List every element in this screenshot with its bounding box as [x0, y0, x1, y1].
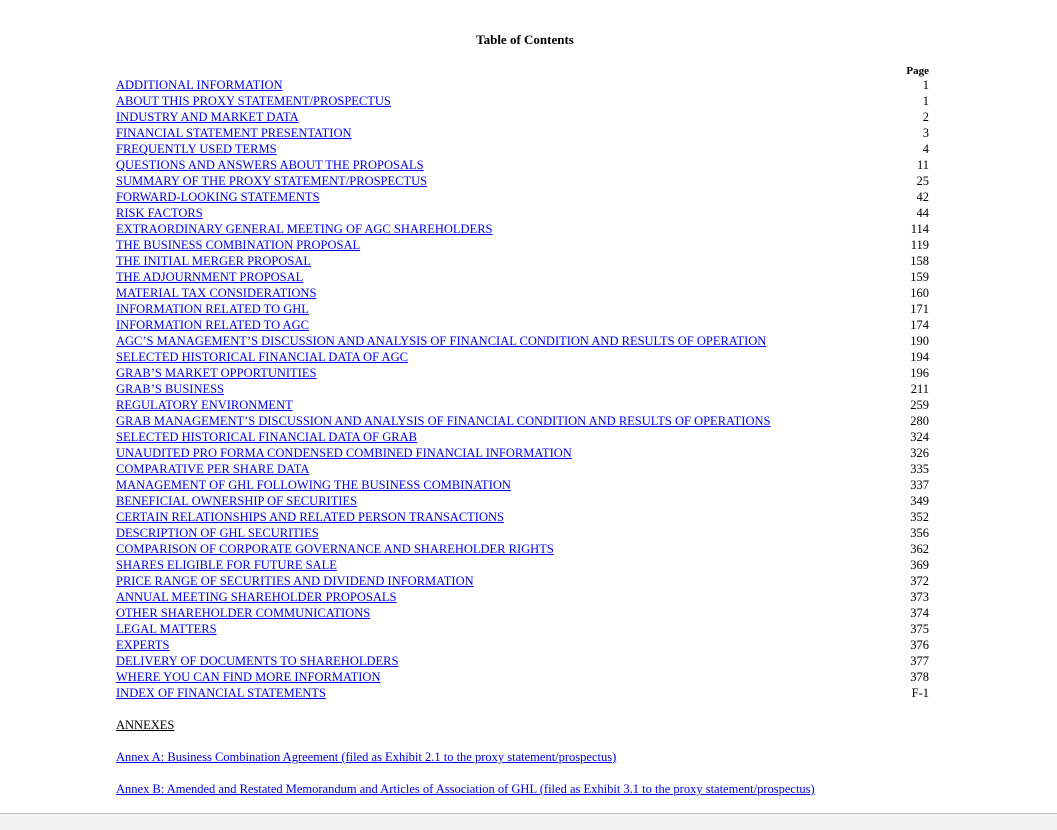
toc-row	[116, 189, 929, 205]
toc-entry-link[interactable]: FREQUENTLY USED TERMS	[116, 142, 277, 156]
toc-row	[116, 205, 929, 221]
toc-page-number: 352	[910, 510, 929, 524]
toc-page-number: 372	[910, 574, 929, 588]
toc-entry-link[interactable]: COMPARATIVE PER SHARE DATA	[116, 462, 310, 476]
toc-page-number: 1	[922, 78, 929, 92]
toc-row	[116, 365, 929, 381]
toc-page-number: 42	[916, 190, 929, 204]
toc-row	[116, 653, 929, 669]
annexes-heading: ANNEXES	[116, 718, 175, 732]
toc-page-number: 159	[910, 270, 929, 284]
toc-row	[116, 637, 929, 653]
toc-entry-link[interactable]: UNAUDITED PRO FORMA CONDENSED COMBINED FINANCIAL INFORMATION	[116, 446, 572, 460]
toc-page-number: 377	[910, 654, 929, 668]
toc-entry-link[interactable]: COMPARISON OF CORPORATE GOVERNANCE AND SHAREHOLDER RIGHTS	[116, 542, 554, 556]
toc-row	[116, 157, 929, 173]
toc-page-number: 2	[922, 110, 929, 124]
toc-entry-link[interactable]: ABOUT THIS PROXY STATEMENT/PROSPECTUS	[116, 94, 391, 108]
toc-page-number: 171	[910, 302, 929, 316]
toc-entry-link[interactable]: MANAGEMENT OF GHL FOLLOWING THE BUSINESS COMBINATION	[116, 478, 511, 492]
toc-page-number: 11	[916, 158, 929, 172]
toc-row	[116, 285, 929, 301]
toc-entry-link[interactable]: DESCRIPTION OF GHL SECURITIES	[116, 526, 319, 540]
toc-entry-link[interactable]: GRAB MANAGEMENT’S DISCUSSION AND ANALYSIS OF FINANCIAL CONDITION AND RESULTS OF OPERATIONS	[116, 414, 771, 428]
toc-entry-link[interactable]: THE ADJOURNMENT PROPOSAL	[116, 270, 304, 284]
toc-entry-link[interactable]: SELECTED HISTORICAL FINANCIAL DATA OF AGC	[116, 350, 408, 364]
toc-page-number: 356	[910, 526, 929, 540]
toc-entry-link[interactable]: BENEFICIAL OWNERSHIP OF SECURITIES	[116, 494, 358, 508]
toc-entry-link[interactable]: RISK FACTORS	[116, 206, 203, 220]
toc-entry-link[interactable]: INDEX OF FINANCIAL STATEMENTS	[116, 686, 326, 700]
toc-page-number: 44	[916, 206, 929, 220]
toc-page-number: 114	[910, 222, 929, 236]
page-column-header: Page	[906, 65, 929, 77]
toc-entry-link[interactable]: LEGAL MATTERS	[116, 622, 217, 636]
toc-row	[116, 685, 929, 701]
toc-row	[116, 125, 929, 141]
toc-entry-link[interactable]: DELIVERY OF DOCUMENTS TO SHAREHOLDERS	[116, 654, 399, 668]
toc-row	[116, 141, 929, 157]
toc-entry-link[interactable]: EXPERTS	[116, 638, 170, 652]
toc-entry-link[interactable]: FORWARD-LOOKING STATEMENTS	[116, 190, 320, 204]
toc-row	[116, 669, 929, 685]
toc-page-number: 160	[910, 286, 929, 300]
toc-page-number: 196	[910, 366, 929, 380]
toc-page-number: 158	[910, 254, 929, 268]
toc-entry-link[interactable]: ANNUAL MEETING SHAREHOLDER PROPOSALS	[116, 590, 397, 604]
toc-entry-link[interactable]: SHARES ELIGIBLE FOR FUTURE SALE	[116, 558, 337, 572]
toc-entry-link[interactable]: INFORMATION RELATED TO AGC	[116, 318, 309, 332]
toc-page-number: 378	[910, 670, 929, 684]
toc-row	[116, 605, 929, 621]
toc-page-number: 1	[922, 94, 929, 108]
toc-page-number: 259	[910, 398, 929, 412]
toc-page-number: F-1	[911, 686, 929, 700]
toc-page-number: 211	[910, 382, 929, 396]
toc-entry-link[interactable]: PRICE RANGE OF SECURITIES AND DIVIDEND INFORMATION	[116, 574, 474, 588]
toc-row	[116, 493, 929, 509]
toc-page-number: 324	[910, 430, 929, 444]
toc-row	[116, 237, 929, 253]
toc-row	[116, 589, 929, 605]
toc-page-number: 373	[910, 590, 929, 604]
toc-page-number: 280	[910, 414, 929, 428]
toc-entry-link[interactable]: SUMMARY OF THE PROXY STATEMENT/PROSPECTUS	[116, 174, 428, 188]
toc-row	[116, 509, 929, 525]
toc-row	[116, 93, 929, 109]
toc-row	[116, 557, 929, 573]
toc-entry-link[interactable]: SELECTED HISTORICAL FINANCIAL DATA OF GRAB	[116, 430, 417, 444]
toc-row	[116, 429, 929, 445]
toc-entry-link[interactable]: OTHER SHAREHOLDER COMMUNICATIONS	[116, 606, 371, 620]
toc-row	[116, 381, 929, 397]
toc-entry-link[interactable]: GRAB’S BUSINESS	[116, 382, 225, 396]
toc-page-number: 25	[916, 174, 929, 188]
toc-row	[116, 173, 929, 189]
toc-row	[116, 301, 929, 317]
toc-page-number: 349	[910, 494, 929, 508]
toc-row	[116, 221, 929, 237]
toc-entry-link[interactable]: THE INITIAL MERGER PROPOSAL	[116, 254, 312, 268]
toc-row	[116, 477, 929, 493]
toc-page-number: 362	[910, 542, 929, 556]
toc-entry-link[interactable]: WHERE YOU CAN FIND MORE INFORMATION	[116, 670, 381, 684]
toc-page-number: 369	[910, 558, 929, 572]
toc-page-number: 326	[910, 446, 929, 460]
toc-page-number: 190	[910, 334, 929, 348]
toc-entry-link[interactable]: THE BUSINESS COMBINATION PROPOSAL	[116, 238, 361, 252]
toc-entry-link[interactable]: INFORMATION RELATED TO GHL	[116, 302, 309, 316]
toc-entry-link[interactable]: FINANCIAL STATEMENT PRESENTATION	[116, 126, 352, 140]
toc-row	[116, 317, 929, 333]
toc-entry-link[interactable]: INDUSTRY AND MARKET DATA	[116, 110, 299, 124]
toc-row	[116, 525, 929, 541]
toc-row	[116, 621, 929, 637]
toc-page-number: 194	[910, 350, 929, 364]
toc-page-number: 335	[910, 462, 929, 476]
toc-row	[116, 573, 929, 589]
toc-entry-link[interactable]: ADDITIONAL INFORMATION	[116, 78, 283, 92]
toc-page-number: 375	[910, 622, 929, 636]
toc-row	[116, 253, 929, 269]
toc-row	[116, 461, 929, 477]
toc-row	[116, 541, 929, 557]
toc-entry-link[interactable]: MATERIAL TAX CONSIDERATIONS	[116, 286, 317, 300]
toc-row	[116, 349, 929, 365]
table-of-contents	[116, 77, 929, 701]
toc-page-number: 3	[922, 126, 929, 140]
toc-page-number: 119	[910, 238, 929, 252]
annex-a-link[interactable]: Annex A: Business Combination Agreement (filed as Exhibit 2.1 to the proxy statement/prospectus)	[116, 750, 617, 764]
toc-page-number: 376	[910, 638, 929, 652]
toc-row	[116, 413, 929, 429]
toc-page-number: 337	[910, 478, 929, 492]
toc-row	[116, 109, 929, 125]
toc-page-number: 374	[910, 606, 929, 620]
toc-entry-link[interactable]: QUESTIONS AND ANSWERS ABOUT THE PROPOSALS	[116, 158, 424, 172]
toc-row	[116, 397, 929, 413]
toc-row	[116, 333, 929, 349]
toc-row	[116, 445, 929, 461]
annex-b-link[interactable]: Annex B: Amended and Restated Memorandum and Articles of Association of GHL (filed as Exhibit 3.1 to the proxy statement/prospectus)	[116, 782, 815, 796]
viewer-bottom-area	[0, 814, 1057, 830]
toc-row	[116, 269, 929, 285]
toc-row	[116, 77, 929, 93]
toc-entry-link[interactable]: EXTRAORDINARY GENERAL MEETING OF AGC SHAREHOLDERS	[116, 222, 493, 236]
toc-entry-link[interactable]: AGC’S MANAGEMENT’S DISCUSSION AND ANALYSIS OF FINANCIAL CONDITION AND RESULTS OF OPERATION	[116, 334, 767, 348]
page-title: Table of Contents	[476, 32, 574, 47]
toc-entry-link[interactable]: REGULATORY ENVIRONMENT	[116, 398, 293, 412]
toc-page-number: 4	[922, 142, 929, 156]
toc-entry-link[interactable]: GRAB’S MARKET OPPORTUNITIES	[116, 366, 317, 380]
toc-page-number: 174	[910, 318, 929, 332]
toc-entry-link[interactable]: CERTAIN RELATIONSHIPS AND RELATED PERSON TRANSACTIONS	[116, 510, 504, 524]
